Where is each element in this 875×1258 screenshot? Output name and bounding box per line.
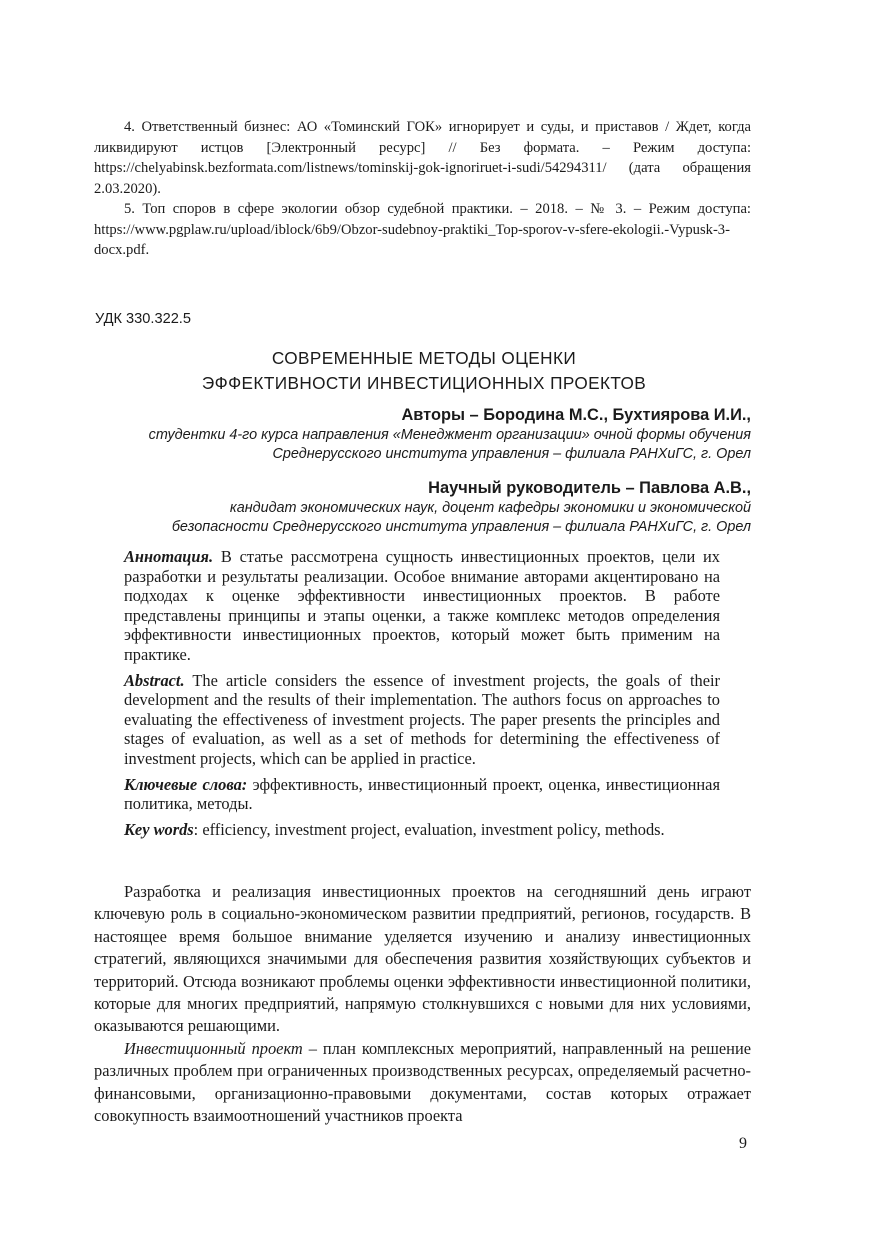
annotation-text: В статье рассмотрена сущность инвестиционных проектов, цели их разработки и результаты реализации. Особое внимание авторами акцентировано на подходах к оценке эффективности инвестиционных проектов. В работе представлены принципы и этапы оценки, а также комплекс методов определения эффективности инвестиционных проектов, который может быть применим на практике. [124,547,720,664]
body-paragraph-1: Разработка и реализация инвестиционных проектов на сегодняшний день играют ключевую роль в социально-экономическом развитии предприятий, регионов, государств. В настоящее время большое внимание уделяется изучению и анализу инвестиционных стратегий, являющихся значимыми для обеспечения развития хозяйствующих субъектов и территорий. Отсюда возникают проблемы оценки эффективности инвестиционной политики, которые для многих предприятий, напрямую столкнувшихся с новыми для них условиями, оказываются решающими. [94,882,751,1036]
supervisor-affiliation-line-2: безопасности Среднерусского института управления – филиала РАНХиГС, г. Орел [171,518,751,535]
reference-item-5: 5. Топ споров в сфере экологии обзор судебной практики. – 2018. – № 3. – Режим доступа: https://www.pgplaw.ru/upload/iblock/6b9/Obzor-sudebnoy-praktiki_Top-sporov-v-sfere-ekologii.-Vypusk-3-docx.pdf. [94,201,751,258]
annotation-ru [124,547,720,665]
keywords-ru [124,775,720,814]
annotation-label: Аннотация. [124,547,214,566]
reference-item-4: 4. Ответственный бизнес: АО «Томинский ГОК» игнорирует и суды, и приставов / Ждет, когда ликвидируют истцов [Электронный ресурс] // Без формата. – Режим доступа: https://chelyabinsk.bezformata.com/listnews/tominskij-gok-ignoriruet-i-sudi/54294311/ (дата обращения 2.03.2020). [94,119,751,197]
author-names: Авторы – Бородина М.С., Бухтиярова И.И., [401,406,751,424]
abstract-text: The article considers the essence of investment projects, the goals of their development and the results of their implementation. The authors focus on approaches to evaluating the effectiveness of investment projects. The paper presents the principles and stages of evaluation, as well as a set of methods for determining the effectiveness of investment projects, which can be applied in practice. [124,670,720,768]
author-affiliation-line-1: студентки 4-го курса направления «Менеджмент организации» очной формы обучения [148,427,751,443]
abstract-en [124,671,720,769]
authors-block [94,405,751,464]
supervisor-block [94,478,751,537]
page-number: 9 [739,1135,747,1152]
supervisor-name: Научный руководитель – Павлова А.В., [428,479,751,497]
body-paragraph-2-text: – план комплексных мероприятий, направленный на решение различных проблем при ограниченных производственных ресурсах, определяемый расчетно-финансовыми, организационно-правовыми документами, состав которых отражает совокупность взаимоотношений участников проекта [94,1038,751,1126]
supervisor-affiliation-line-1: кандидат экономических наук, доцент кафедры экономики и экономической [229,500,751,516]
body-paragraph-2 [94,1038,751,1128]
author-affiliation-line-2: Среднерусского института управления – филиала РАНХиГС, г. Орел [272,445,751,462]
body-term: Инвестиционный проект [124,1038,303,1058]
keywords-en-label: Key words [124,819,194,839]
udk-code: УДК 330.322.5 [95,311,191,327]
abstract-block [124,547,720,845]
abstract-label: Abstract. [124,670,185,690]
keywords-en [124,820,720,840]
article-body [94,881,751,1127]
title-line-1: СОВРЕМЕННЫЕ МЕТОДЫ ОЦЕНКИ [271,348,577,368]
reference-list [94,117,751,261]
keywords-ru-text: эффективность, инвестиционный проект, оценка, инвестиционная политика, методы. [124,774,720,814]
keywords-en-text: : efficiency, investment project, evaluation, investment policy, methods. [193,819,665,839]
keywords-ru-label: Ключевые слова: [124,774,248,794]
article-title [94,346,754,395]
title-line-2: ЭФФЕКТИВНОСТИ ИНВЕСТИЦИОННЫХ ПРОЕКТОВ [201,372,647,393]
